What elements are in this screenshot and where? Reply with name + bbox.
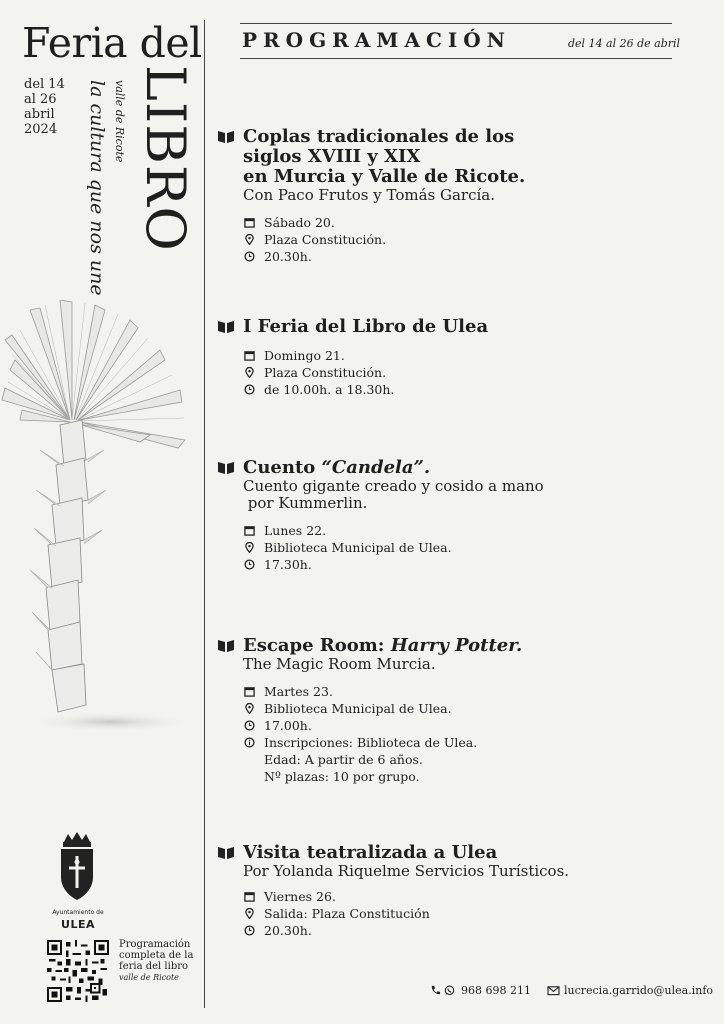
- event-info-places: Nº plazas: 10 por grupo.: [264, 769, 420, 784]
- contact-info: [430, 984, 713, 997]
- phone-icon: [430, 985, 441, 996]
- clock-icon: [244, 384, 255, 395]
- open-book-icon: [218, 461, 234, 474]
- event-place: Biblioteca Municipal de Ulea.: [244, 700, 688, 717]
- calendar-icon: [244, 217, 255, 228]
- date-line: al 26: [24, 92, 57, 107]
- event-time: 17.00h.: [244, 717, 688, 734]
- event-cuento-candela: [218, 458, 688, 573]
- clock-icon: [244, 720, 255, 731]
- event-time: 20.30h.: [244, 248, 688, 265]
- location-pin-icon: [244, 234, 255, 245]
- info-icon: [244, 737, 255, 748]
- qr-caption: Programación completa de la feria del libro valle de Ricote: [119, 939, 194, 982]
- event-title: Escape Room: Harry Potter.: [243, 635, 523, 656]
- date-line: 2024: [24, 122, 58, 137]
- header-top-rule: [240, 23, 672, 24]
- event-coplas: [218, 127, 688, 265]
- event-escape-room: [218, 636, 688, 785]
- ulea-label: ULEA: [61, 918, 95, 931]
- ayuntamiento-label: Ayuntamiento de: [52, 909, 104, 916]
- event-date: Lunes 22.: [244, 522, 688, 539]
- phone-number[interactable]: 968 698 211: [461, 984, 531, 997]
- event-place: Plaza Constitución.: [244, 231, 688, 248]
- calendar-icon: [244, 686, 255, 697]
- event-title: I Feria del Libro de Ulea: [243, 316, 489, 337]
- event-subtitle: Con Paco Frutos y Tomás García.: [243, 186, 496, 204]
- open-book-icon: [218, 846, 234, 859]
- event-date: Martes 23.: [244, 683, 688, 700]
- fair-title: Feria del: [22, 19, 202, 67]
- header-bottom-rule: [240, 58, 672, 59]
- clock-icon: [244, 559, 255, 570]
- event-subtitle: Por Yolanda Riquelme Servicios Turísticos.: [243, 862, 570, 880]
- clock-icon: [244, 925, 255, 936]
- event-title: Cuento “Candela”.: [243, 457, 431, 478]
- location-pin-icon: [244, 367, 255, 378]
- event-feria-libro: [218, 317, 688, 398]
- open-book-icon: [218, 639, 234, 652]
- open-book-icon: [218, 130, 234, 143]
- event-date: Viernes 26.: [244, 888, 688, 905]
- event-place: Salida: Plaza Constitución: [244, 905, 688, 922]
- programacion-dates: del 14 al 26 de abril: [568, 37, 681, 50]
- event-title: Coplas tradicionales de los siglos XVIII y XIX en Murcia y Valle de Ricote.: [243, 126, 526, 187]
- qr-code[interactable]: [47, 940, 109, 1002]
- event-time: 17.30h.: [244, 556, 688, 573]
- date-line: abril: [24, 107, 55, 122]
- event-visita-teatralizada: [218, 843, 688, 939]
- ulea-coat-of-arms-logo: [58, 832, 96, 902]
- event-subtitle: Cuento gigante creado y cosido a mano por Kummerlin.: [243, 477, 544, 512]
- location-pin-icon: [244, 908, 255, 919]
- column-divider: [204, 20, 205, 1008]
- valle-de-ricote-label: valle de Ricote: [113, 80, 126, 163]
- tagline: la cultura que nos une: [86, 80, 108, 296]
- event-title: Visita teatralizada a Ulea: [243, 842, 498, 863]
- fair-dates: [24, 77, 65, 137]
- event-place: Biblioteca Municipal de Ulea.: [244, 539, 688, 556]
- event-info-age: Edad: A partir de 6 años.: [264, 752, 423, 767]
- open-book-icon: [218, 320, 234, 333]
- book-tree-illustration: [0, 300, 200, 740]
- libro-vertical-title: LIBRO: [134, 65, 197, 252]
- email-address[interactable]: lucrecia.garrido@ulea.info: [563, 984, 714, 997]
- calendar-icon: [244, 525, 255, 536]
- location-pin-icon: [244, 703, 255, 714]
- email-icon: [547, 985, 560, 996]
- event-time: de 10.00h. a 18.30h.: [244, 381, 688, 398]
- whatsapp-icon: [444, 985, 455, 996]
- event-date: Sábado 20.: [244, 214, 688, 231]
- event-date: Domingo 21.: [244, 347, 688, 364]
- event-subtitle: The Magic Room Murcia.: [243, 655, 436, 673]
- calendar-icon: [244, 891, 255, 902]
- location-pin-icon: [244, 542, 255, 553]
- event-time: 20.30h.: [244, 922, 688, 939]
- event-info: Inscripciones: Biblioteca de Ulea.: [244, 734, 688, 751]
- clock-icon: [244, 251, 255, 262]
- date-line: del 14: [24, 77, 65, 92]
- calendar-icon: [244, 350, 255, 361]
- programacion-heading: PROGRAMACIÓN: [242, 28, 511, 52]
- event-place: Plaza Constitución.: [244, 364, 688, 381]
